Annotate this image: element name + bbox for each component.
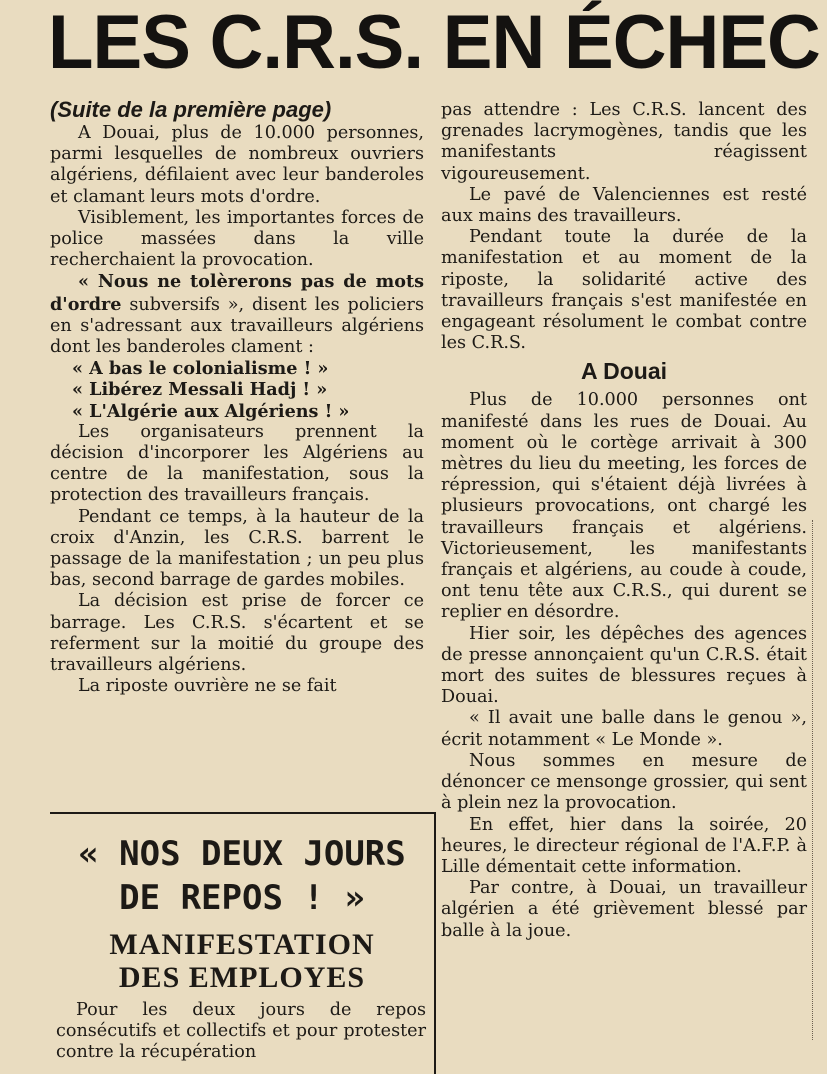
paragraph: Nous sommes en mesure de dénoncer ce mensonge grossier, qui sent à plein nez la provocation. [441,750,807,814]
paragraph: Pendant toute la durée de la manifestation et au moment de la riposte, la solidarité active des travailleurs français s'est manifestée en engageant résolument le combat contre les C.R.S. [441,227,807,354]
right-column [441,100,807,942]
paragraph: « Il avait une balle dans le genou », écrit notamment « Le Monde ». [441,708,807,750]
box-text: Pour les deux jours de repos consécutifs et collectifs et pour protester contre la récupération [56,1000,426,1062]
box-title-line: DE REPOS ! » [119,878,365,918]
slogan: « Libérez Messali Hadj ! » [72,379,328,401]
slogan: « L'Algérie aux Algériens ! » [72,400,350,422]
paragraph: pas attendre : Les C.R.S. lancent des grenades lacrymogènes, tandis que les manifestants réagissent vigoureusement. [441,100,807,184]
paragraph: En effet, hier dans la soirée, 20 heures, le directeur régional de l'A.F.P. à Lille démentait cette information. [441,814,807,877]
paragraph: A Douai, plus de 10.000 personnes, parmi lesquelles de nombreux ouvriers algériens, défilaient avec leur banderoles et clamant leurs mots d'ordre. [50,123,424,207]
paragraph: Pendant ce temps, à la hauteur de la croix d'Anzin, les C.R.S. barrent le passage de la manifestation ; un peu plus bas, second barrage de gardes mobiles. [50,506,424,591]
headline: LES C.R.S. EN ÉCHEC [48,0,820,85]
box-subtitle [50,928,434,994]
paragraph: Par contre, à Douai, un travailleur algérien a été grièvement blessé par balle à la joue. [441,878,807,941]
slogan: « A bas le colonialisme ! » [72,358,329,380]
box-title-line: « NOS DEUX JOURS [78,834,406,874]
box-title [50,832,434,920]
continued-label: (Suite de la première page) [50,97,332,122]
paragraph: Hier soir, les dépêches des agences de presse annonçaient qu'un C.R.S. était mort des suites de blessures reçues à Douai. [441,623,807,708]
boxed-article [50,812,436,1074]
box-subtitle-line: MANIFESTATION [109,928,375,961]
paragraph: Le pavé de Valenciennes est resté aux mains des travailleurs. [441,184,807,227]
paragraph: La riposte ouvrière ne se fait [78,676,337,697]
paragraph: Visiblement, les importantes forces de police massées dans la ville recherchaient la provocation. [50,207,424,271]
paragraph: Plus de 10.000 personnes ont manifesté dans les rues de Douai. Au moment où le cortège arrivait à 300 mètres du lieu du meeting, les forces de répression, qui s'étaient déjà livrées à plusieurs provocations, ont chargé les travailleurs français et algériens. Victorieusement, les manifestants français et algériens, au coude à coude, ont tenu tête aux C.R.S., qui durent se replier en désordre. [441,390,807,623]
left-column [50,97,424,697]
column-rule [812,520,814,1040]
paragraph: La décision est prise de forcer ce barrage. Les C.R.S. s'écartent et se referment sur la moitié du groupe des travailleurs algériens. [50,591,424,676]
quote-bold: « Nous ne tolèrerons pas de mots d'ordre [50,271,424,315]
box-subtitle-line: DES EMPLOYES [118,961,366,994]
quote-rest: subversifs », disent les policiers en s'adressant aux travailleurs algériens dont les banderoles clament : [50,294,424,358]
subhead: A Douai [580,358,668,385]
paragraph: Les organisateurs prennent la décision d'incorporer les Algériens au centre de la manifestation, sous la protection des travailleurs français. [50,421,424,506]
quote-paragraph [50,271,424,358]
